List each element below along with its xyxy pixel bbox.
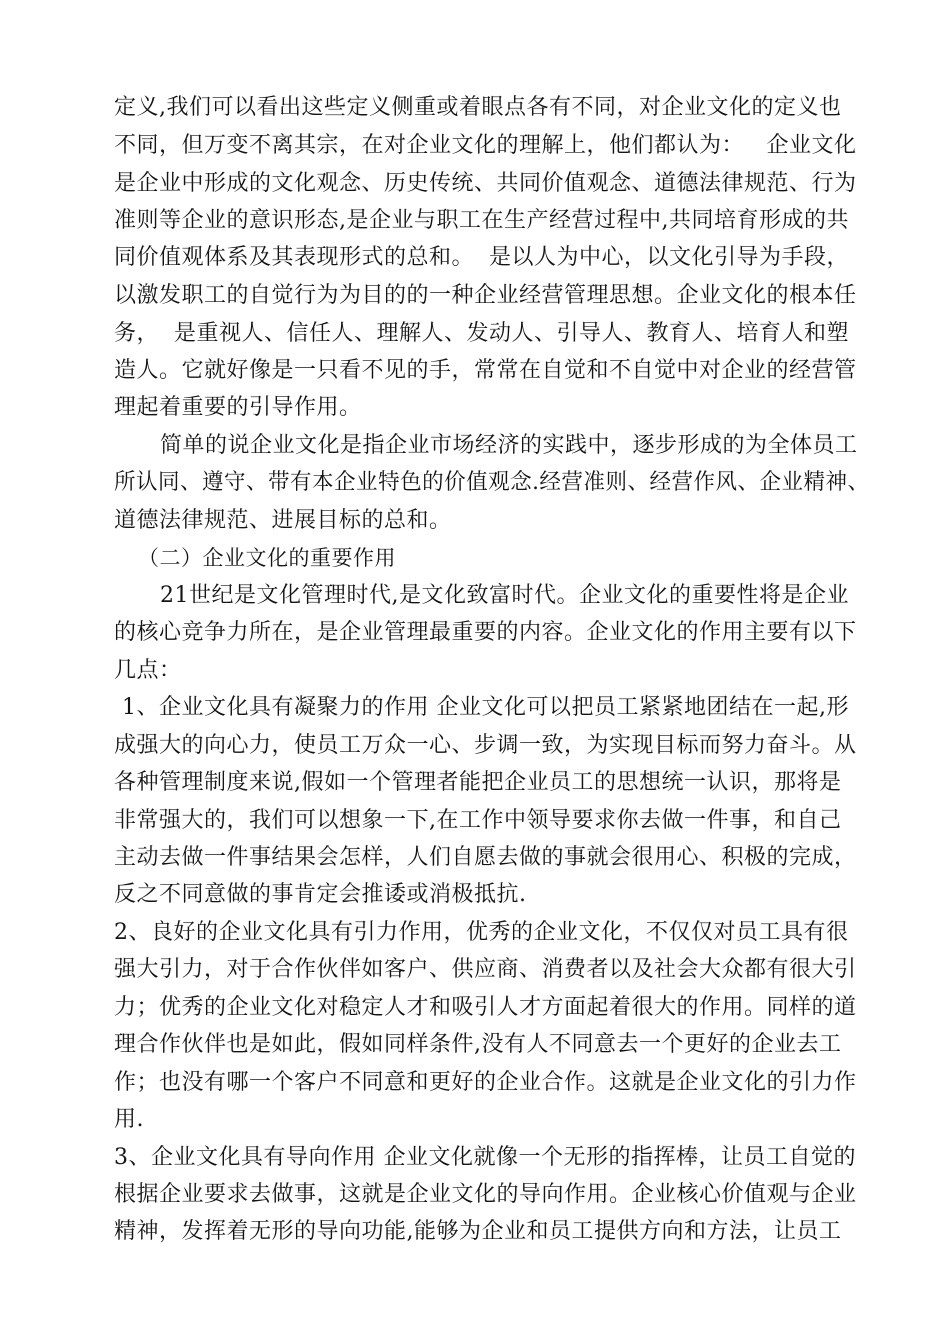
text-line: 作；也没有哪一个客户不同意和更好的企业合作。这就是企业文化的引力作: [114, 1070, 857, 1095]
list-item-3-line: 3、企业文化具有导向作用 企业文化就像一个无形的指挥棒，让员工自觉的: [114, 1145, 856, 1170]
text-line: 力；优秀的企业文化对稳定人才和吸引人才方面起着很大的作用。同样的道: [114, 995, 857, 1020]
text-line: 非常强大的，我们可以想象一下,在工作中领导要求你去做一件事，和自己: [114, 808, 842, 833]
text-line: 道德法律规范、进展目标的总和。: [114, 508, 452, 533]
text-line: 务， 是重视人、信任人、理解人、发动人、引导人、教育人、培育人和塑: [114, 321, 849, 346]
text-line: 用.: [114, 1107, 144, 1132]
text-line: 理合作伙伴也是如此，假如同样条件,没有人不同意去一个更好的企业去工: [114, 1032, 842, 1057]
text-line: 定义,我们可以看出这些定义侧重或着眼点各有不同，对企业文化的定义也: [114, 95, 842, 120]
text-line: 理起着重要的引导作用。: [114, 395, 362, 420]
text-line: 反之不同意做的事肯定会推诿或消极抵抗.: [114, 882, 527, 907]
text-line: 以激发职工的自觉行为为目的的一种企业经营管理思想。企业文化的根本任: [114, 283, 857, 308]
text-line: 所认同、遵守、带有本企业特色的价值观念.经营准则、经营作风、企业精神、: [114, 470, 870, 495]
text-line: 强大引力，对于合作伙伴如客户、供应商、消费者以及社会大众都有很大引: [114, 957, 857, 982]
text-line: 成强大的向心力，使员工万众一心、步调一致，为实现目标而努力奋斗。从: [114, 733, 857, 758]
section-heading: （二）企业文化的重要作用: [138, 546, 396, 570]
text-line: 各种管理制度来说,假如一个管理者能把企业员工的思想统一认识，那将是: [114, 770, 842, 795]
list-item-1-line: 1、企业文化具有凝聚力的作用 企业文化可以把员工紧紧地团结在一起,形: [122, 695, 849, 720]
text-line: 造人。它就好像是一只看不见的手，常常在自觉和不自觉中对企业的经营管: [114, 358, 857, 383]
text-line: 几点：: [114, 658, 182, 683]
list-item-2-line: 2、良好的企业文化具有引力作用，优秀的企业文化，不仅仅对员工具有很: [114, 920, 849, 945]
text-line: 同价值观体系及其表现形式的总和。 是以人为中心，以文化引导为手段，: [114, 245, 849, 270]
text-line: 主动去做一件事结果会怎样，人们自愿去做的事就会很用心、积极的完成，: [114, 845, 857, 870]
text-line: 是企业中形成的文化观念、历史传统、共同价值观念、道德法律规范、行为: [114, 171, 857, 196]
text-line: 的核心竞争力所在，是企业管理最重要的内容。企业文化的作用主要有以下: [114, 620, 857, 645]
text-line: 准则等企业的意识形态,是企业与职工在生产经营过程中,共同培育形成的共: [114, 208, 849, 233]
text-line: 根据企业要求去做事，这就是企业文化的导向作用。企业核心价值观与企业: [114, 1182, 857, 1207]
paragraph-first-line: 简单的说企业文化是指企业市场经济的实践中，逐步形成的为全体员工: [160, 433, 858, 458]
paragraph-first-line: 21世纪是文化管理时代,是文化致富时代。企业文化的重要性将是企业: [160, 583, 849, 608]
text-line: 不同，但万变不离其宗，在对企业文化的理解上，他们都认为： 企业文化: [114, 133, 857, 158]
text-line: 精神，发挥着无形的导向功能,能够为企业和员工提供方向和方法，让员工: [114, 1219, 842, 1244]
